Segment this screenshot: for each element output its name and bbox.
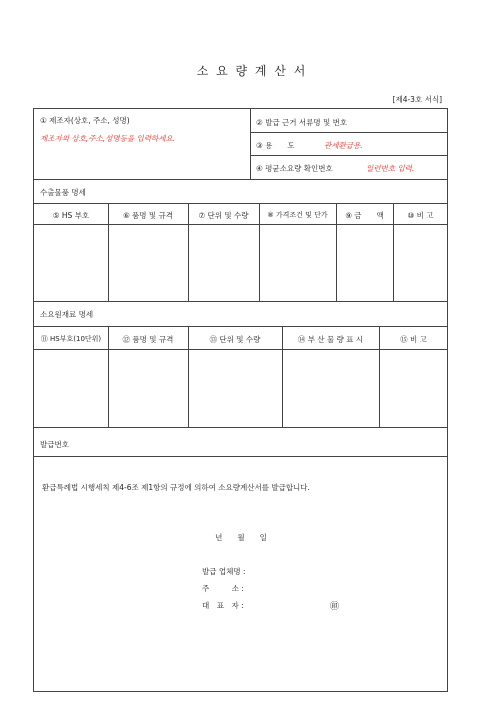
manufacturer-field[interactable]: 제조자의 상호,주소,성명등을 입력하세요. [40, 134, 176, 143]
material-header-unit: ⑬ 단위 및 수량 [209, 335, 261, 344]
export-header-remark: ⑩ 비 고 [407, 211, 434, 220]
issuer-company-label: 발급 업체명 : [202, 567, 246, 576]
page-title: 소 요 량 계 산 서 [196, 64, 308, 78]
material-header-remark: ⑮ 비 고 [400, 335, 427, 344]
export-header-price: ⑧ 가격조건 및 단가 [267, 211, 328, 219]
avg-requirement-field[interactable]: 일련번호 입력. [366, 164, 415, 173]
purpose-label: ③ 용 도 [256, 141, 295, 150]
issuer-address-label: 주 소 : [202, 584, 244, 593]
export-header-hs: ⑤ HS 부호 [52, 211, 90, 220]
material-header-item: ⑫ 품명 및 규격 [122, 335, 174, 344]
seal-mark: ㊞ [330, 602, 340, 612]
material-header-byproduct: ⑭ 부 산 물 량 표 시 [297, 335, 364, 344]
export-section-label: 수출물품 명세 [40, 188, 86, 197]
issue-date: 년 월 일 [215, 533, 267, 542]
form-table [33, 108, 448, 692]
export-header-item: ⑥ 품명 및 규격 [122, 211, 174, 220]
material-header-hs: ⑪ HS부호(10단위) [40, 335, 102, 343]
manufacturer-label: ① 제조자(상호, 주소, 성명) [40, 116, 130, 125]
export-header-unit: ⑦ 단위 및 수량 [198, 211, 249, 220]
issue-number-label: 발급번호 [40, 440, 69, 449]
form-number: [제4-3호 서식] [392, 95, 442, 104]
issuer-rep-label: 대 표 자 : [202, 601, 244, 610]
avg-requirement-label: ④ 평균소요량 확인번호 [256, 164, 333, 173]
basis-doc-label: ② 발급 근거 서류명 및 번호 [256, 118, 348, 127]
issue-statement: 환급특례법 시행세칙 제4-6조 제1항의 규정에 의하여 소요량계산서를 발급합니다. [42, 483, 310, 492]
material-section-label: 소요원재료 명세 [40, 310, 94, 319]
export-header-amount: ⑨ 금 액 [345, 211, 384, 220]
purpose-field[interactable]: 관세환급용. [324, 141, 363, 150]
